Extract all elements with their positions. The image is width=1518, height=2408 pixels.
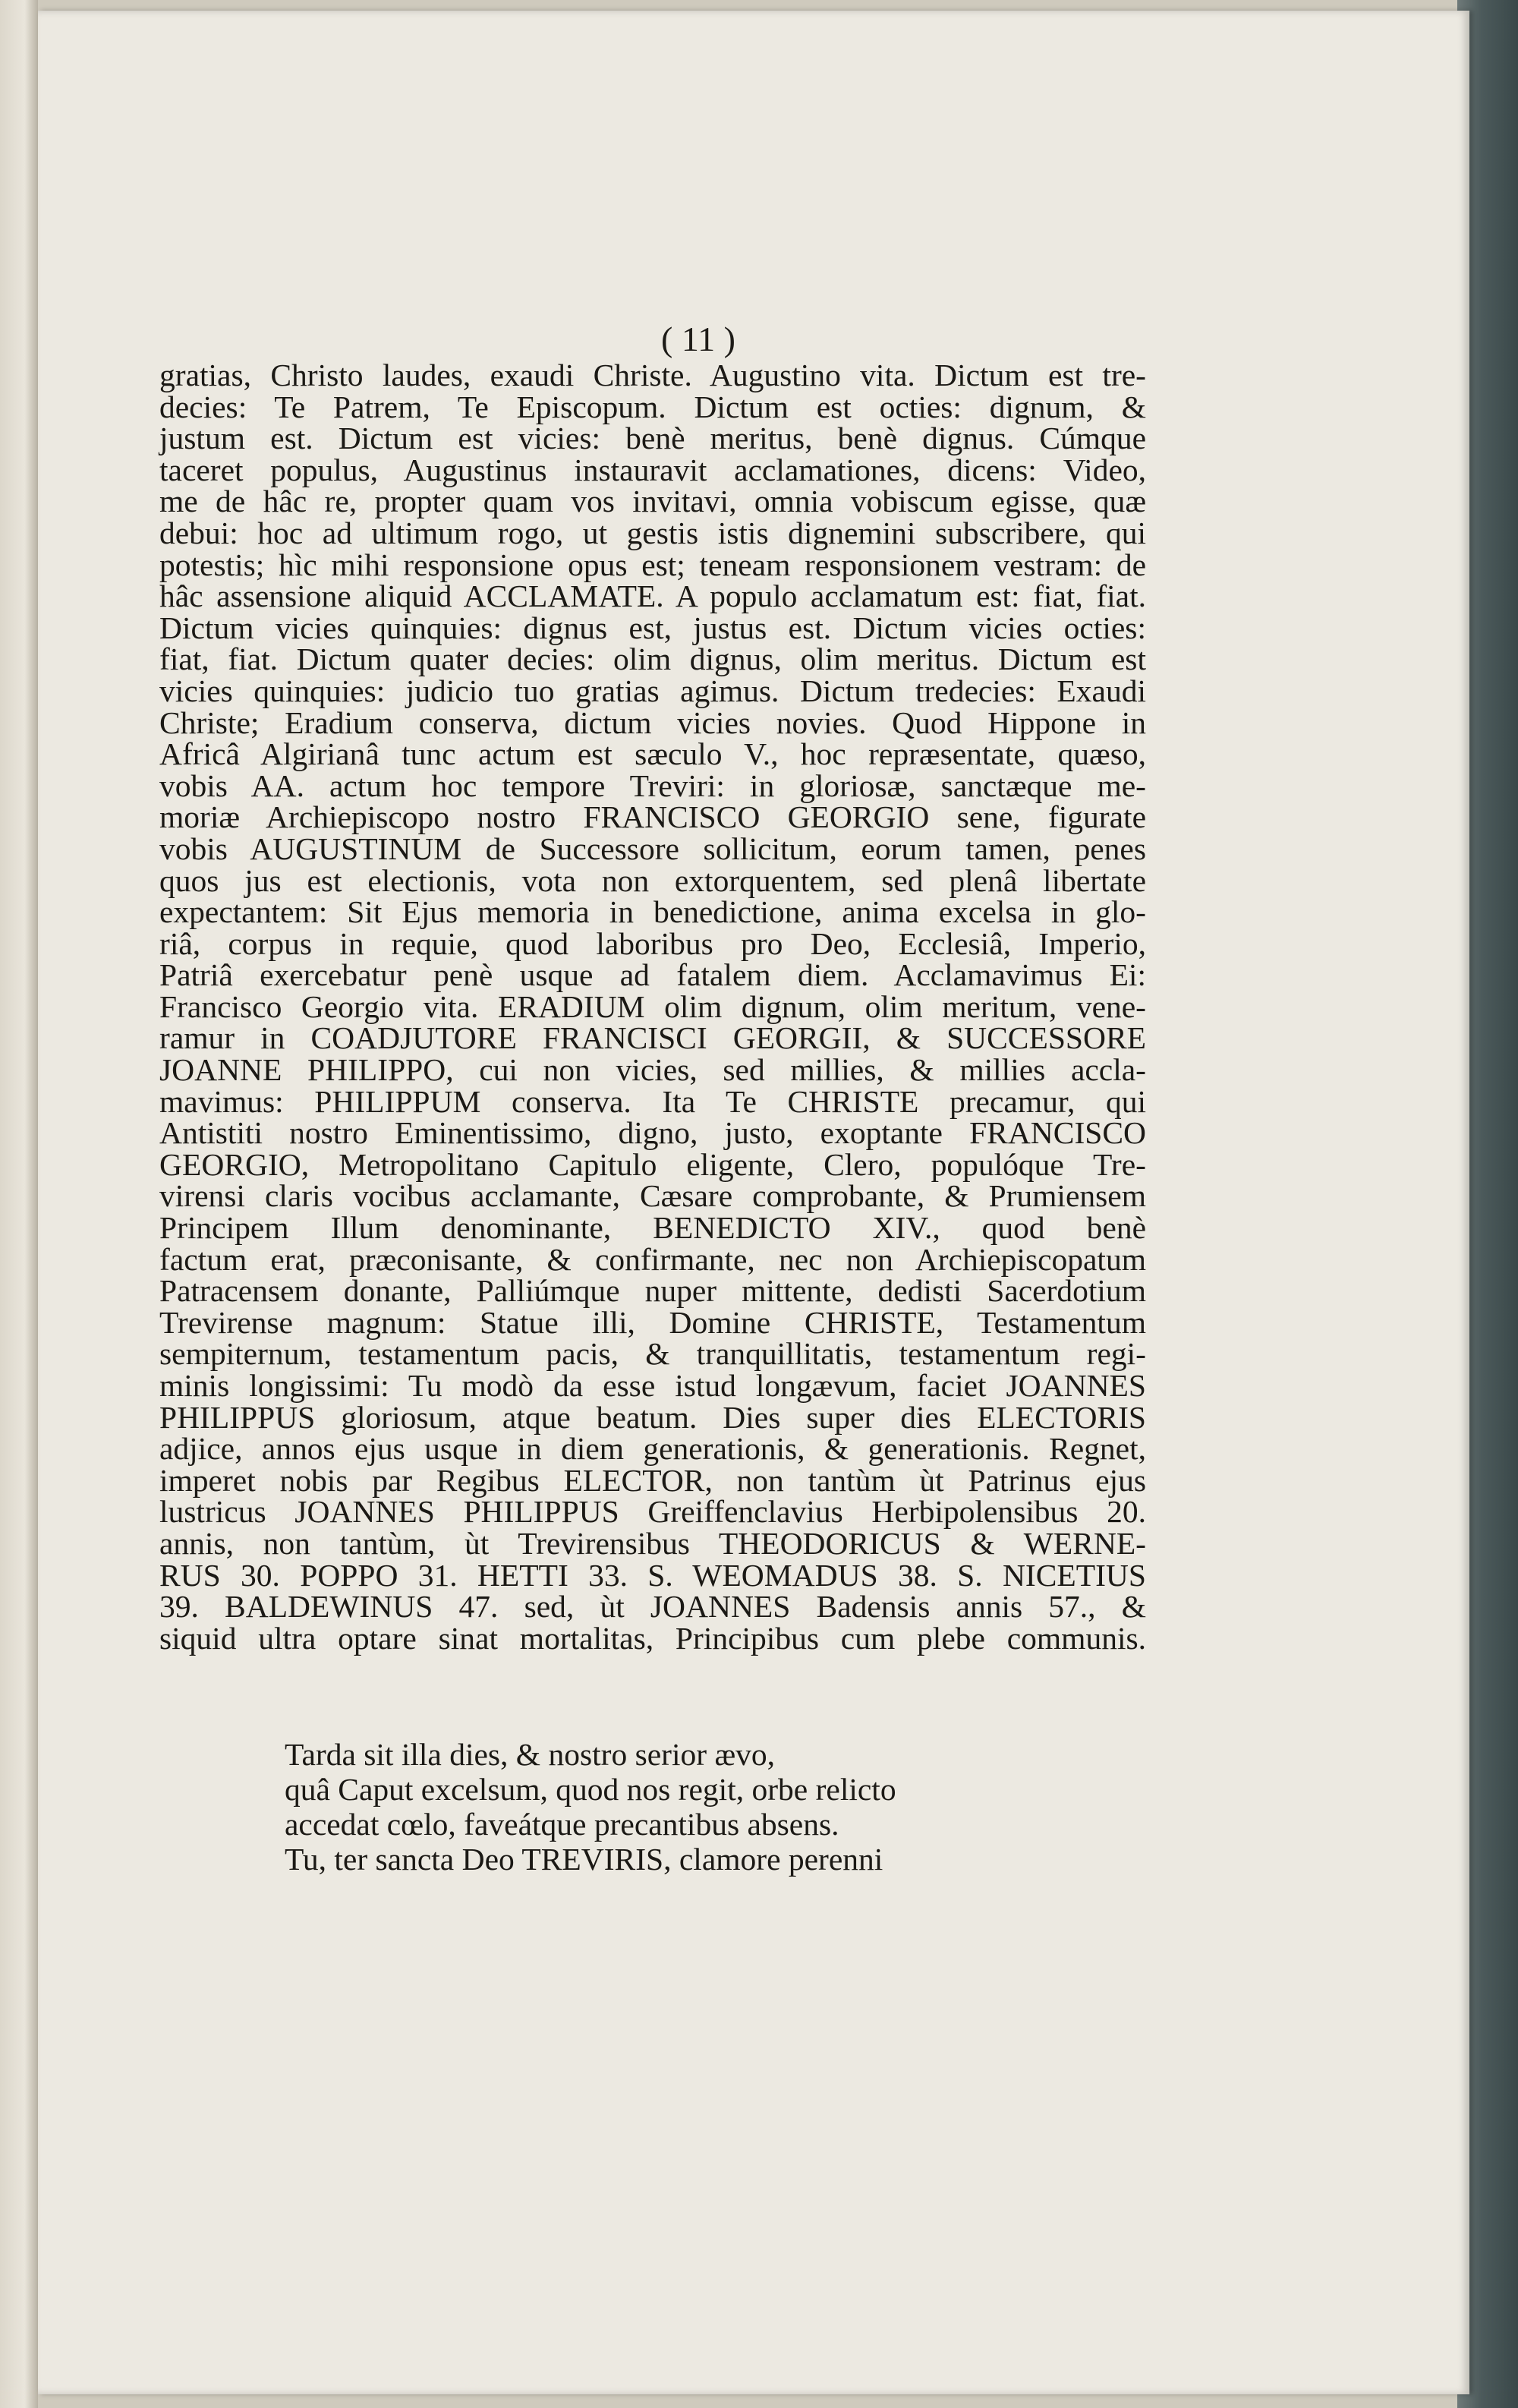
page-number: ( 11 ): [661, 320, 735, 358]
document-page: [38, 11, 1469, 2394]
text-line: imperet nobis par Regibus ELECTOR, non tantùm ùt Patrinus ejus: [159, 1462, 1146, 1498]
text-line: ramur in COADJUTORE FRANCISCI GEORGII, & SUCCESSORE: [159, 1020, 1146, 1056]
previous-page-edge: [0, 0, 38, 2408]
text-line: vobis AUGUSTINUM de Successore sollicitum, eorum tamen, penes: [159, 831, 1146, 866]
text-line: GEORGIO, Metropolitano Capitulo eligente, Clero, populóque Tre-: [159, 1146, 1146, 1182]
text-line: Patracensem donante, Palliúmque nuper mittente, dedisti Sacerdotium: [159, 1273, 1146, 1309]
body-text: [159, 360, 1146, 1654]
text-line: Christe; Eradium conserva, dictum vicies novies. Quod Hippone in: [159, 704, 1146, 740]
text-line: mavimus: PHILIPPUM conserva. Ita Te CHRISTE precamur, qui: [159, 1083, 1146, 1119]
text-line: vobis AA. actum hoc tempore Treviri: in gloriosæ, sanctæque me-: [159, 767, 1146, 803]
text-line: annis, non tantùm, ùt Trevirensibus THEODORICUS & WERNE-: [159, 1525, 1146, 1561]
text-line: taceret populus, Augustinus instauravit acclamationes, dicens: Video,: [159, 452, 1146, 487]
text-line: Antistiti nostro Eminentissimo, digno, justo, exoptante FRANCISCO: [159, 1115, 1146, 1151]
text-line: fiat, fiat. Dictum quater decies: olim dignus, olim meritus. Dictum est: [159, 641, 1146, 677]
text-line: Principem Illum denominante, BENEDICTO XIV., quod benè: [159, 1210, 1146, 1246]
text-line: sempiternum, testamentum pacis, & tranquillitatis, testamentum regi-: [159, 1336, 1146, 1372]
text-line: PHILIPPUS gloriosum, atque beatum. Dies super dies ELECTORIS: [159, 1399, 1146, 1435]
text-line: 39. BALDEWINUS 47. sed, ùt JOANNES Badensis annis 57., &: [159, 1589, 1146, 1625]
text-line: Africâ Algirianâ tunc actum est sæculo V., hoc repræsentate, quæso,: [159, 736, 1146, 772]
verse-line: Tarda sit illa dies, & nostro serior ævo,: [285, 1737, 776, 1772]
text-line: justum est. Dictum est vicies: benè meritus, benè dignus. Cúmque: [159, 421, 1146, 456]
text-line: Francisco Georgio vita. ERADIUM olim dignum, olim meritum, vene-: [159, 988, 1146, 1024]
text-line: riâ, corpus in requie, quod laboribus pro Deo, Ecclesiâ, Imperio,: [159, 925, 1146, 961]
text-line: JOANNE PHILIPPO, cui non vicies, sed millies, & millies accla-: [159, 1052, 1146, 1088]
text-line: gratias, Christo laudes, exaudi Christe. Augustino vita. Dictum est tre-: [159, 358, 1146, 392]
text-line: expectantem: Sit Ejus memoria in benedictione, anima excelsa in glo-: [159, 894, 1146, 930]
text-line: hâc assensione aliquid ACCLAMATE. A populo acclamatum est: fiat, fiat.: [159, 578, 1146, 614]
verse-line: accedat cœlo, faveátque precantibus absens.: [285, 1807, 839, 1842]
text-line: potestis; hìc mihi responsione opus est; teneam responsionem vestram: de: [159, 547, 1146, 582]
text-line: RUS 30. POPPO 31. HETTI 33. S. WEOMADUS 38. S. NICETIUS: [159, 1557, 1146, 1593]
text-line: lustricus JOANNES PHILIPPUS Greiffenclavius Herbipolensibus 20.: [159, 1494, 1146, 1530]
verse-line: quâ Caput excelsum, quod nos regit, orbe relicto: [285, 1772, 896, 1807]
verse-block: [285, 1737, 1044, 1877]
text-line: adjice, annos ejus usque in diem generationis, & generationis. Regnet,: [159, 1431, 1146, 1467]
text-line: vicies quinquies: judicio tuo gratias agimus. Dictum tredecies: Exaudi: [159, 673, 1146, 708]
text-line: virensi claris vocibus acclamante, Cæsare comprobante, & Prumiensem: [159, 1178, 1146, 1214]
text-line: debui: hoc ad ultimum rogo, ut gestis istis dignemini subscribere, qui: [159, 515, 1146, 550]
text-line: decies: Te Patrem, Te Episcopum. Dictum est octies: dignum, &: [159, 389, 1146, 424]
text-line: factum erat, præconisante, & confirmante, nec non Archiepiscopatum: [159, 1241, 1146, 1277]
text-line: Patriâ exercebatur penè usque ad fatalem diem. Acclamavimus Ei:: [159, 957, 1146, 993]
text-line: Trevirense magnum: Statue illi, Domine CHRISTE, Testamentum: [159, 1304, 1146, 1340]
text-line: moriæ Archiepiscopo nostro FRANCISCO GEORGIO sene, figurate: [159, 799, 1146, 835]
text-line: minis longissimi: Tu modò da esse istud longævum, faciet JOANNES: [159, 1368, 1146, 1403]
text-line: siquid ultra optare sinat mortalitas, Principibus cum plebe communis.: [159, 1620, 1146, 1656]
text-line: quos jus est electionis, vota non extorquentem, sed plenâ libertate: [159, 862, 1146, 898]
text-line: me de hâc re, propter quam vos invitavi, omnia vobiscum egisse, quæ: [159, 484, 1146, 519]
verse-line: Tu, ter sancta Deo TREVIRIS, clamore perenni: [285, 1842, 883, 1877]
text-line: Dictum vicies quinquies: dignus est, justus est. Dictum vicies octies:: [159, 610, 1146, 645]
